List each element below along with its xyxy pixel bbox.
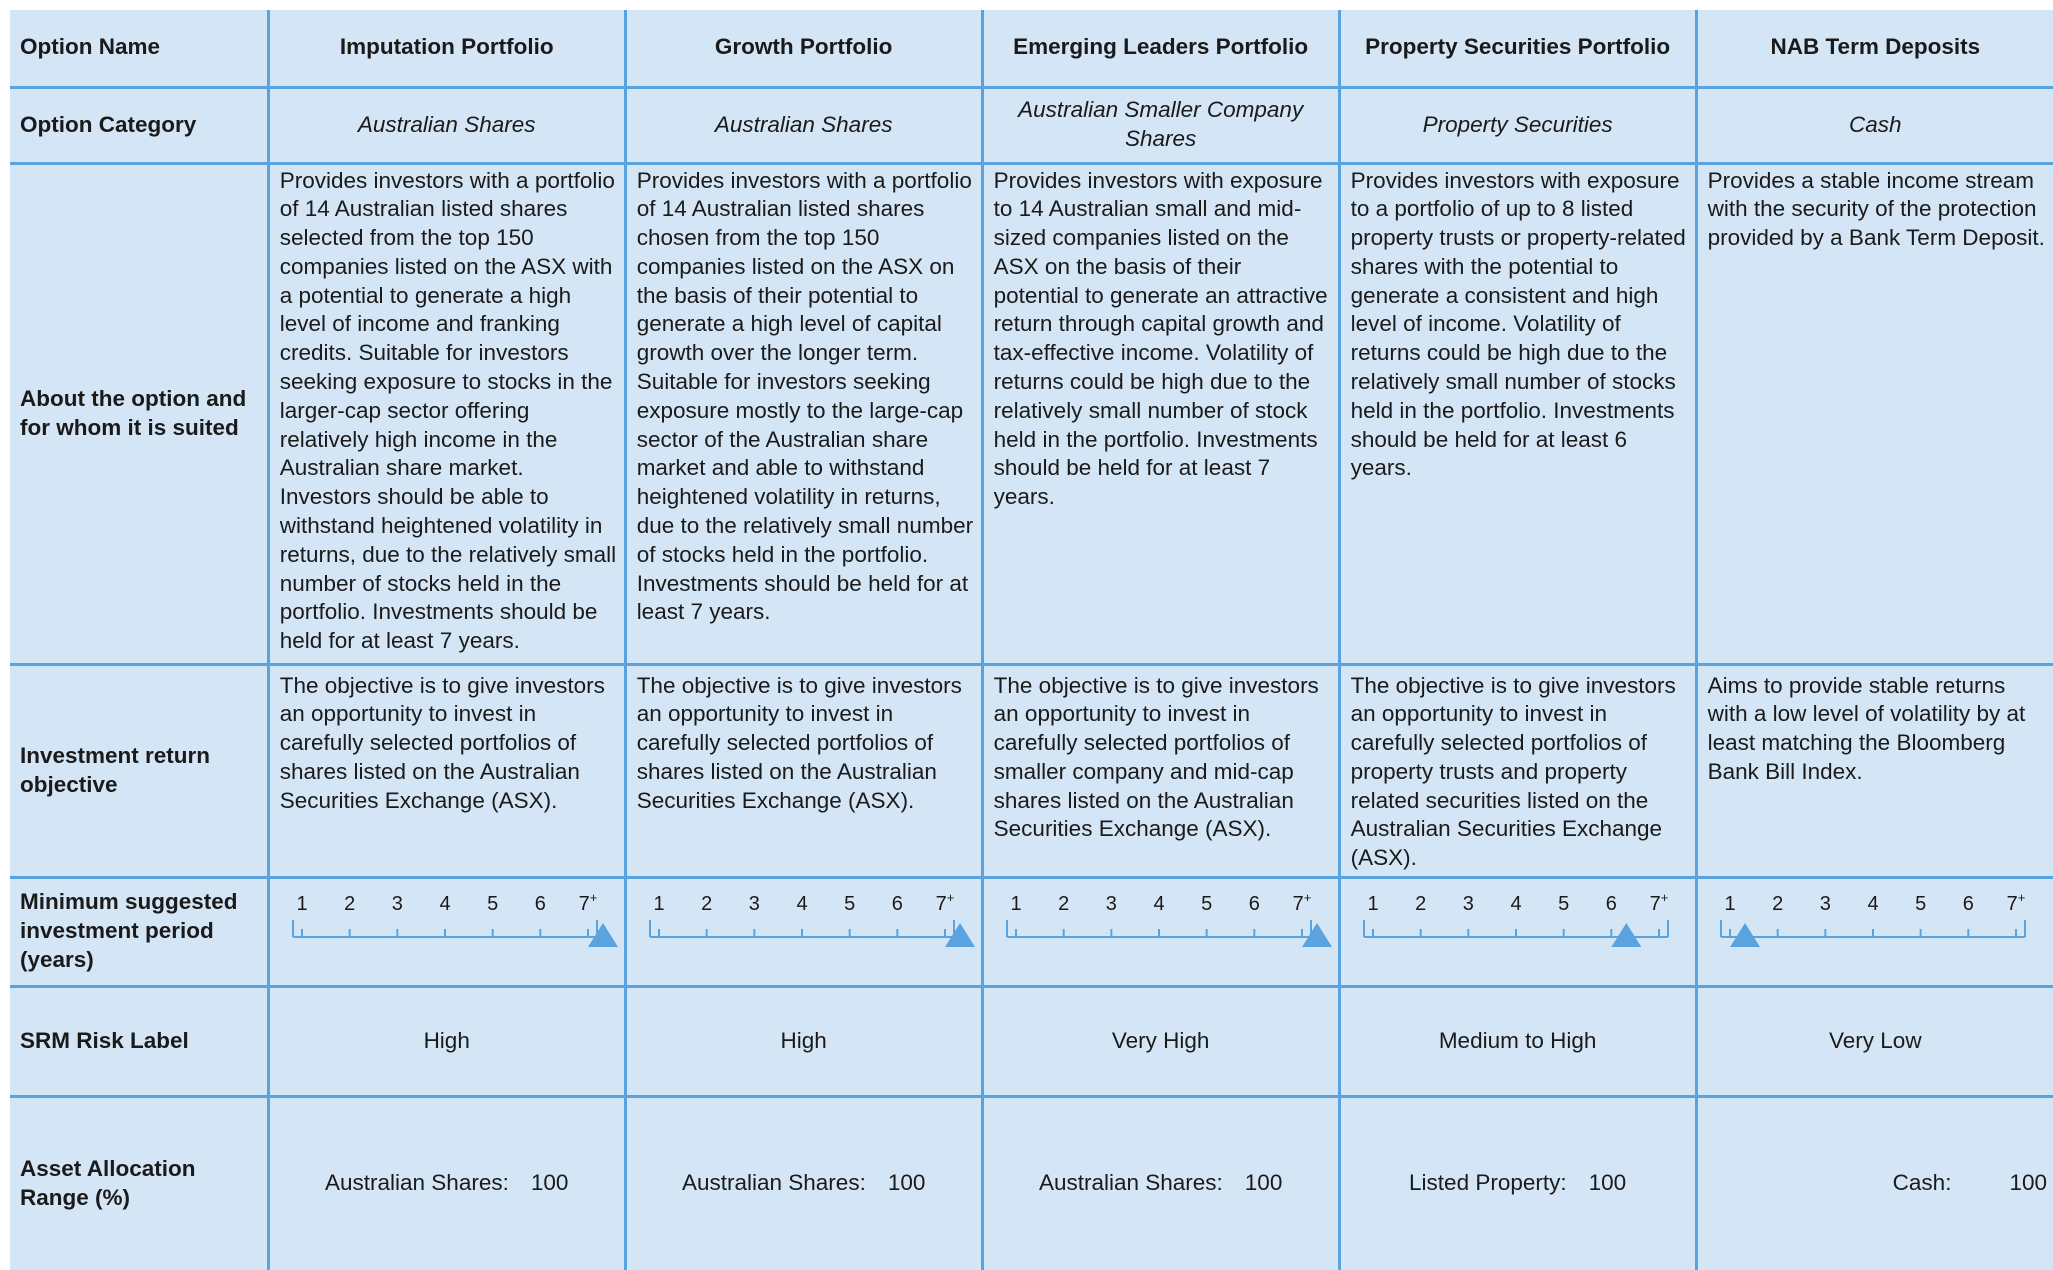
srm-imputation: High xyxy=(268,986,625,1096)
scale-tick-label: 4 xyxy=(439,892,451,915)
srm-growth: High xyxy=(625,986,982,1096)
scale-tick-plus: + xyxy=(589,889,598,905)
option-category-property-securities: Property Securities xyxy=(1339,87,1696,163)
objective-growth: The objective is to give investors an opportunity to invest in carefully selected portfolios of shares listed on the Australian Securities Exchange (ASX). xyxy=(625,664,982,877)
period-scale-property-securities xyxy=(1361,883,1681,979)
objective-imputation: The objective is to give investors an opportunity to invest in carefully selected portfolios of shares listed on the Australian Securities Exchange (ASX). xyxy=(268,664,625,877)
scale-tick-label: 6 xyxy=(534,892,546,915)
scale-tick-label: 3 xyxy=(1105,892,1117,915)
option-category-row xyxy=(10,87,2053,163)
period-scale-growth xyxy=(647,883,967,979)
scale-tick-label: 7+ xyxy=(2006,889,2025,915)
allocation-asset-label: Australian Shares: xyxy=(681,1170,866,1196)
objective-emerging-leaders: The objective is to give investors an opportunity to invest in carefully selected portfolios of smaller company and mid-cap shares listed on the Australian Securities Exchange (ASX). xyxy=(982,664,1339,877)
option-category-label: Option Category xyxy=(10,87,268,163)
min-period-row xyxy=(10,877,2053,986)
allocation-label: Asset Allocation Range (%) xyxy=(10,1096,268,1270)
scale-tick-label: 3 xyxy=(1819,892,1831,915)
scale-tick-label: 2 xyxy=(343,892,355,915)
min-period-growth xyxy=(625,877,982,986)
allocation-emerging-leaders xyxy=(982,1096,1339,1270)
srm-label: SRM Risk Label xyxy=(10,986,268,1096)
scale-tick-label: 1 xyxy=(653,892,665,915)
scale-tick-label: 6 xyxy=(891,892,903,915)
option-name-nab-term-deposits: NAB Term Deposits xyxy=(1696,10,2053,87)
about-label: About the option and for whom it is suited xyxy=(10,163,268,664)
scale-tick-label: 4 xyxy=(1510,892,1522,915)
scale-tick-label: 2 xyxy=(700,892,712,915)
scale-tick-label: 7+ xyxy=(1292,889,1312,915)
objective-row xyxy=(10,664,2053,877)
scale-tick-label: 4 xyxy=(796,892,808,915)
scale-tick-label: 1 xyxy=(1724,892,1736,915)
option-name-emerging-leaders: Emerging Leaders Portfolio xyxy=(982,10,1339,87)
period-scale-imputation xyxy=(290,883,610,979)
period-scale-nab-term-deposits xyxy=(1718,883,2038,979)
scale-tick-label: 3 xyxy=(1462,892,1474,915)
allocation-value: 100 xyxy=(1588,1170,1627,1196)
allocation-row xyxy=(10,1096,2053,1270)
option-category-nab-term-deposits: Cash xyxy=(1696,87,2053,163)
scale-tick-label: 6 xyxy=(1605,892,1617,915)
scale-tick-label: 3 xyxy=(748,892,760,915)
scale-tick-label: 6 xyxy=(1962,892,1974,915)
period-marker-icon xyxy=(1730,923,1760,947)
scale-tick-label: 1 xyxy=(296,892,308,915)
scale-tick-label: 2 xyxy=(1414,892,1426,915)
min-period-nab-term-deposits xyxy=(1696,877,2053,986)
option-name-growth: Growth Portfolio xyxy=(625,10,982,87)
scale-tick-label: 5 xyxy=(486,892,498,915)
option-name-row xyxy=(10,10,2053,87)
scale-tick-label: 1 xyxy=(1010,892,1022,915)
allocation-asset-label: Australian Shares: xyxy=(1038,1170,1223,1196)
allocation-value: 100 xyxy=(1244,1170,1283,1196)
scale-tick-plus: + xyxy=(946,889,955,905)
about-growth: Provides investors with a portfolio of 14 Australian listed shares chosen from the top 150 companies listed on the ASX on the basis of their potential to generate a high level of capital growth over the longer term. Suitable for investors seeking exposure mostly to the large-cap sector of the Australian share market and able to withstand heightened volatility in returns, due to the relatively small number of stocks held in the portfolio. Investments should be held for at least 7 years. xyxy=(625,163,982,664)
allocation-asset-label: Listed Property: xyxy=(1409,1170,1567,1196)
scale-tick-label: 2 xyxy=(1771,892,1783,915)
scale-tick-label: 4 xyxy=(1153,892,1165,915)
scale-tick-label: 5 xyxy=(1914,892,1926,915)
investment-options-table xyxy=(10,10,2053,1270)
allocation-nab-term-deposits xyxy=(1696,1096,2053,1270)
allocation-value: 100 xyxy=(530,1170,569,1196)
min-period-imputation xyxy=(268,877,625,986)
scale-tick-plus: + xyxy=(1660,889,1668,905)
period-marker-icon xyxy=(1302,923,1332,947)
option-name-label: Option Name xyxy=(10,10,268,87)
min-period-emerging-leaders xyxy=(982,877,1339,986)
allocation-value: 100 xyxy=(2009,1170,2047,1196)
objective-label: Investment return objective xyxy=(10,664,268,877)
objective-property-securities: The objective is to give investors an opportunity to invest in carefully selected portfolios of property trusts and property related securities listed on the Australian Securities Exchange (ASX). xyxy=(1339,664,1696,877)
period-scale-emerging-leaders xyxy=(1004,883,1324,979)
period-marker-icon xyxy=(945,923,975,947)
option-name-imputation: Imputation Portfolio xyxy=(268,10,625,87)
srm-property-securities: Medium to High xyxy=(1339,986,1696,1096)
srm-emerging-leaders: Very High xyxy=(982,986,1339,1096)
allocation-imputation xyxy=(268,1096,625,1270)
option-category-emerging-leaders: Australian Smaller Company Shares xyxy=(982,87,1339,163)
about-imputation: Provides investors with a portfolio of 14 Australian listed shares selected from the top 150 companies listed on the ASX with a potential to generate a high level of income and franking credits. Suitable for investors seeking exposure to stocks in the larger-cap sector offering relatively high income in the Australian share market. Investors should be able to withstand heightened volatility in returns, due to the relatively small number of stocks held in the portfolio. Investments should be held for at least 7 years. xyxy=(268,163,625,664)
about-emerging-leaders: Provides investors with exposure to 14 Australian small and mid-sized companies listed on the ASX on the basis of their potential to generate an attractive return through capital growth and tax-effective income. Volatility of returns could be high due to the relatively small number of stock held in the portfolio. Investments should be held for at least 7 years. xyxy=(982,163,1339,664)
min-period-label: Minimum suggested investment period (years) xyxy=(10,877,268,986)
about-nab-term-deposits: Provides a stable income stream with the security of the protection provided by a Bank Term Deposit. xyxy=(1696,163,2053,664)
scale-tick-label: 6 xyxy=(1248,892,1260,915)
scale-tick-plus: + xyxy=(1303,889,1312,905)
objective-nab-term-deposits: Aims to provide stable returns with a low level of volatility by at least matching the Bloomberg Bank Bill Index. xyxy=(1696,664,2053,877)
option-name-property-securities: Property Securities Portfolio xyxy=(1339,10,1696,87)
srm-nab-term-deposits: Very Low xyxy=(1696,986,2053,1096)
scale-tick-label: 5 xyxy=(1200,892,1212,915)
option-category-growth: Australian Shares xyxy=(625,87,982,163)
scale-tick-label: 1 xyxy=(1367,892,1379,915)
period-marker-icon xyxy=(1611,923,1641,947)
scale-tick-label: 4 xyxy=(1867,892,1879,915)
scale-tick-label: 5 xyxy=(843,892,855,915)
scale-tick-label: 5 xyxy=(1557,892,1569,915)
scale-tick-label: 3 xyxy=(391,892,403,915)
scale-tick-label: 7+ xyxy=(935,889,955,915)
allocation-value: 100 xyxy=(887,1170,926,1196)
about-row xyxy=(10,163,2053,664)
scale-tick-label: 7+ xyxy=(578,889,598,915)
about-property-securities: Provides investors with exposure to a portfolio of up to 8 listed property trusts or property-related shares with the potential to generate a consistent and high level of income. Volatility of returns could be high due to the relatively small number of stocks held in the portfolio. Investments should be held for at least 6 years. xyxy=(1339,163,1696,664)
scale-tick-label: 2 xyxy=(1057,892,1069,915)
min-period-property-securities xyxy=(1339,877,1696,986)
allocation-growth xyxy=(625,1096,982,1270)
scale-tick-plus: + xyxy=(2017,889,2025,905)
period-marker-icon xyxy=(588,923,618,947)
allocation-property-securities xyxy=(1339,1096,1696,1270)
scale-tick-label: 7+ xyxy=(1649,889,1668,915)
allocation-asset-label: Australian Shares: xyxy=(325,1170,509,1196)
allocation-asset-label: Cash: xyxy=(1892,1170,1952,1196)
option-category-imputation: Australian Shares xyxy=(268,87,625,163)
srm-row xyxy=(10,986,2053,1096)
